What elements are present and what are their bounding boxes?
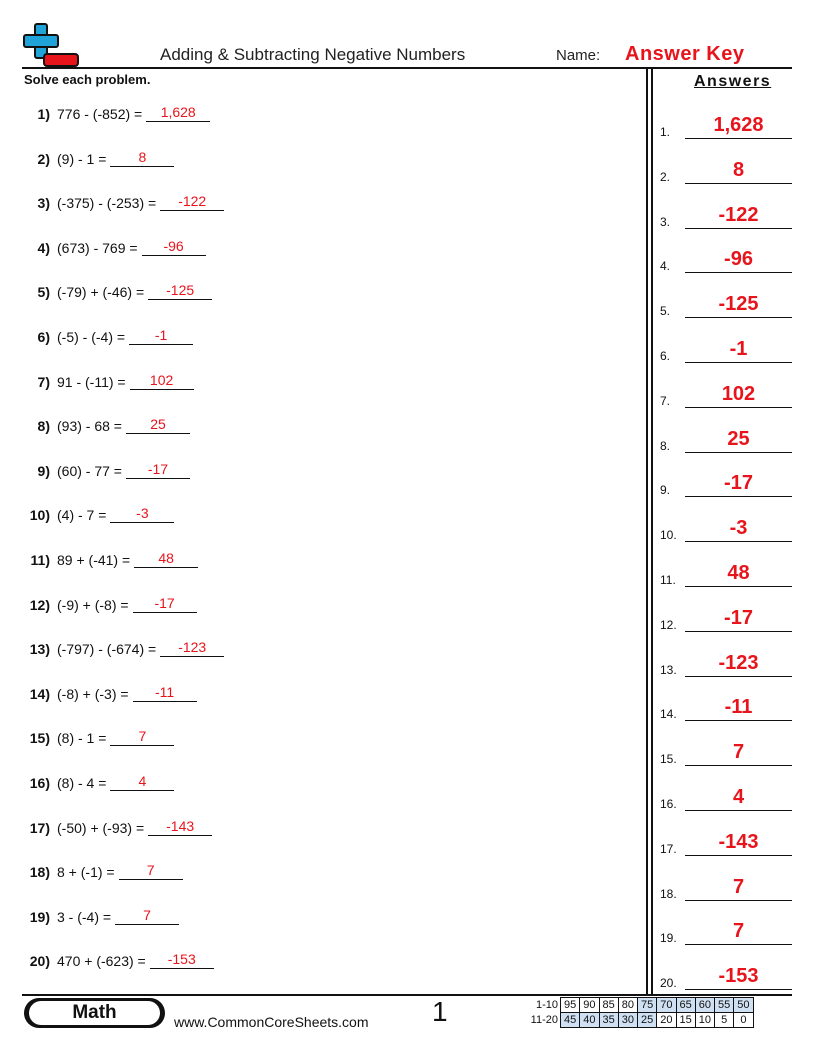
answer-value: 48 bbox=[727, 562, 750, 584]
problem-answer: -96 bbox=[142, 238, 206, 256]
answer-number: 3. bbox=[660, 214, 671, 229]
problem-expression: (60) - 77 = bbox=[57, 462, 122, 479]
answer-key-row bbox=[660, 832, 792, 856]
problem-expression: (-375) - (-253) = bbox=[57, 195, 157, 212]
score-cell: 10 bbox=[695, 1013, 714, 1028]
answer-number: 13. bbox=[660, 662, 677, 677]
answer-key-row bbox=[660, 966, 792, 990]
problem-answer: -3 bbox=[110, 505, 174, 523]
problem-answer: -125 bbox=[148, 282, 212, 300]
answer-line bbox=[685, 540, 792, 542]
problem-number: 19) bbox=[29, 908, 50, 925]
problem-row bbox=[22, 323, 193, 345]
problem-answer: -143 bbox=[148, 818, 212, 836]
problem-answer: 4 bbox=[110, 773, 174, 791]
answer-key-row bbox=[660, 742, 792, 766]
answer-line bbox=[685, 137, 792, 139]
problem-expression: (93) - 68 = bbox=[57, 418, 122, 435]
answer-value: 1,628 bbox=[713, 114, 764, 136]
score-row bbox=[528, 1013, 753, 1028]
score-range-label: 1-10 bbox=[535, 999, 558, 1011]
answer-value: -125 bbox=[718, 293, 759, 316]
footer-divider bbox=[22, 994, 792, 996]
page-number: 1 bbox=[432, 996, 448, 1027]
problem-expression: (-9) + (-8) = bbox=[57, 596, 129, 613]
answer-number: 4. bbox=[660, 259, 671, 274]
problem-number: 1) bbox=[37, 106, 50, 122]
score-cell: 65 bbox=[676, 998, 695, 1013]
answer-key-row bbox=[660, 115, 792, 139]
header-divider bbox=[22, 67, 792, 69]
answer-line bbox=[685, 361, 792, 363]
problem-row bbox=[22, 947, 214, 969]
problem-number: 10) bbox=[29, 507, 50, 524]
score-cell: 35 bbox=[599, 1013, 618, 1028]
problem-expression: (8) - 4 = bbox=[57, 775, 107, 791]
answer-key-row bbox=[660, 473, 792, 497]
answer-key-row bbox=[660, 294, 792, 318]
problem-answer: 8 bbox=[110, 149, 174, 167]
problem-number: 9) bbox=[37, 462, 50, 479]
answer-key-row bbox=[660, 160, 792, 184]
answer-line bbox=[685, 854, 792, 856]
score-cell: 55 bbox=[715, 998, 734, 1013]
name-label: Name: bbox=[556, 47, 601, 64]
problem-number: 17) bbox=[29, 819, 50, 836]
answer-line bbox=[685, 585, 792, 587]
answer-value: -11 bbox=[724, 696, 753, 719]
problem-expression: 8 + (-1) = bbox=[57, 864, 115, 881]
answer-number: 9. bbox=[660, 483, 671, 498]
answer-value: -123 bbox=[718, 651, 759, 674]
problem-answer: 7 bbox=[110, 728, 174, 746]
problem-row bbox=[22, 591, 197, 613]
worksheet-title: Adding & Subtracting Negative Numbers bbox=[160, 45, 466, 64]
problem-row bbox=[22, 680, 197, 702]
answer-key-row bbox=[660, 697, 792, 721]
answer-number: 14. bbox=[660, 707, 677, 722]
problem-answer: -17 bbox=[133, 595, 197, 613]
problem-expression: (4) - 7 = bbox=[57, 507, 107, 524]
problem-expression: (-8) + (-3) = bbox=[57, 685, 129, 702]
answer-value: -96 bbox=[724, 248, 753, 271]
answer-value: 4 bbox=[732, 786, 745, 808]
answer-line bbox=[685, 451, 792, 453]
score-cell: 85 bbox=[599, 998, 618, 1013]
answer-number: 16. bbox=[660, 797, 677, 811]
problem-answer: 7 bbox=[115, 907, 179, 925]
problem-answer: -17 bbox=[126, 461, 190, 479]
problem-row bbox=[22, 501, 174, 523]
answer-number: 17. bbox=[660, 841, 677, 856]
answer-key-row bbox=[660, 518, 792, 542]
problem-row bbox=[22, 234, 206, 256]
answer-line bbox=[685, 943, 792, 945]
score-row bbox=[528, 998, 753, 1013]
answer-number: 19. bbox=[660, 931, 677, 946]
answer-key-row bbox=[660, 339, 792, 363]
problem-number: 15) bbox=[29, 730, 50, 747]
answer-line bbox=[685, 719, 792, 721]
answer-value: -122 bbox=[718, 203, 759, 226]
answer-line bbox=[685, 406, 792, 408]
problem-row bbox=[22, 189, 224, 211]
answer-value: 7 bbox=[732, 741, 745, 764]
problem-row bbox=[22, 814, 212, 836]
answer-value: 7 bbox=[732, 920, 745, 943]
score-table bbox=[528, 997, 754, 1028]
score-range-label: 11-20 bbox=[530, 1014, 558, 1026]
problem-expression: (673) - 769 = bbox=[57, 239, 138, 256]
answer-value: -3 bbox=[729, 517, 748, 540]
problem-row bbox=[22, 278, 212, 300]
answer-number: 7. bbox=[660, 393, 671, 408]
score-cell: 5 bbox=[715, 1013, 734, 1028]
score-cell: 50 bbox=[734, 998, 753, 1013]
score-cell: 25 bbox=[638, 1013, 657, 1028]
problem-number: 20) bbox=[29, 953, 50, 970]
problem-number: 5) bbox=[37, 284, 50, 301]
answer-key-row bbox=[660, 429, 792, 453]
answer-value: 102 bbox=[721, 382, 756, 405]
score-cell: 0 bbox=[734, 1013, 753, 1028]
problem-expression: (8) - 1 = bbox=[57, 730, 107, 747]
answer-number: 2. bbox=[660, 169, 671, 184]
answer-key-row bbox=[660, 563, 792, 587]
answer-value: -1 bbox=[729, 338, 748, 360]
problem-row bbox=[22, 546, 198, 568]
problem-expression: 89 + (-41) = bbox=[57, 552, 131, 568]
answer-number: 12. bbox=[660, 617, 677, 632]
problem-row bbox=[22, 145, 174, 167]
problem-number: 3) bbox=[37, 195, 50, 212]
answer-number: 10. bbox=[660, 528, 677, 543]
problem-answer: -122 bbox=[160, 193, 224, 211]
answer-line bbox=[685, 988, 792, 990]
problem-answer: 48 bbox=[134, 550, 198, 568]
answer-key-row bbox=[660, 921, 792, 945]
answer-line bbox=[685, 271, 792, 273]
problem-number: 14) bbox=[29, 685, 50, 702]
answer-key-row bbox=[660, 205, 792, 229]
problem-number: 13) bbox=[29, 641, 50, 658]
website-text: www.CommonCoreSheets.com bbox=[174, 1014, 369, 1030]
answer-number: 15. bbox=[660, 752, 677, 767]
answer-number: 11. bbox=[660, 573, 676, 587]
score-cell: 60 bbox=[695, 998, 714, 1013]
problem-number: 6) bbox=[37, 329, 50, 345]
problem-answer: 102 bbox=[130, 372, 194, 390]
column-divider-right bbox=[651, 68, 653, 994]
problem-expression: (-797) - (-674) = bbox=[57, 641, 157, 658]
problem-answer: 1,628 bbox=[146, 104, 210, 122]
problem-expression: (-50) + (-93) = bbox=[57, 819, 145, 836]
problem-number: 16) bbox=[29, 775, 50, 791]
answer-value: -17 bbox=[724, 472, 753, 495]
score-cell: 45 bbox=[561, 1013, 580, 1028]
problem-row bbox=[22, 100, 210, 122]
problem-answer: -153 bbox=[150, 951, 214, 969]
score-cell: 15 bbox=[676, 1013, 695, 1028]
answer-line bbox=[685, 182, 792, 184]
score-cell: 75 bbox=[638, 998, 657, 1013]
problem-expression: (-5) - (-4) = bbox=[57, 329, 126, 345]
problem-answer: -11 bbox=[133, 684, 197, 702]
score-cell: 95 bbox=[561, 998, 580, 1013]
problem-expression: 776 - (-852) = bbox=[57, 106, 143, 122]
problem-answer: 7 bbox=[119, 862, 183, 880]
problem-number: 12) bbox=[29, 596, 50, 613]
problem-row bbox=[22, 769, 174, 791]
answer-line bbox=[685, 630, 792, 632]
problem-number: 18) bbox=[29, 864, 50, 881]
answer-line bbox=[685, 227, 792, 229]
problem-expression: 3 - (-4) = bbox=[57, 908, 112, 925]
problem-number: 7) bbox=[37, 373, 50, 390]
score-cell: 70 bbox=[657, 998, 676, 1013]
answer-number: 18. bbox=[660, 886, 677, 901]
plus-minus-logo-icon bbox=[22, 22, 80, 70]
score-cell: 40 bbox=[580, 1013, 599, 1028]
problem-expression: (-79) + (-46) = bbox=[57, 284, 145, 301]
instructions: Solve each problem. bbox=[24, 72, 151, 87]
answer-number: 5. bbox=[660, 304, 671, 319]
score-cell: 30 bbox=[618, 1013, 637, 1028]
problem-row bbox=[22, 903, 179, 925]
answer-line bbox=[685, 899, 792, 901]
answer-number: 20. bbox=[660, 976, 677, 991]
answer-key-row bbox=[660, 787, 792, 811]
answer-key-label: Answer Key bbox=[625, 43, 745, 65]
answer-line bbox=[685, 675, 792, 677]
problem-row bbox=[22, 858, 183, 880]
answers-heading: Answers bbox=[694, 73, 772, 90]
problem-expression: 91 - (-11) = bbox=[57, 373, 126, 390]
problem-number: 11) bbox=[30, 552, 50, 568]
problem-row bbox=[22, 724, 174, 746]
answer-value: 7 bbox=[732, 875, 745, 898]
problem-row bbox=[22, 457, 190, 479]
subject-label: Math bbox=[29, 1001, 160, 1025]
answer-line bbox=[685, 495, 792, 497]
answer-number: 8. bbox=[660, 438, 671, 453]
problem-expression: (9) - 1 = bbox=[57, 150, 107, 167]
answer-key-row bbox=[660, 249, 792, 273]
answer-key-row bbox=[660, 653, 792, 677]
problem-row bbox=[22, 412, 190, 434]
problem-number: 8) bbox=[37, 418, 50, 435]
problem-number: 4) bbox=[37, 239, 50, 256]
problem-answer: -123 bbox=[160, 639, 224, 657]
answer-line bbox=[685, 316, 792, 318]
answer-number: 1. bbox=[660, 125, 671, 139]
answer-value: -153 bbox=[718, 965, 759, 988]
score-cell: 20 bbox=[657, 1013, 676, 1028]
column-divider-left bbox=[646, 68, 648, 994]
answer-line bbox=[685, 764, 792, 766]
answer-number: 6. bbox=[660, 349, 671, 363]
subject-badge bbox=[24, 998, 165, 1028]
answer-value: -143 bbox=[718, 830, 759, 853]
answer-value: 8 bbox=[732, 158, 745, 181]
problem-expression: 470 + (-623) = bbox=[57, 953, 146, 970]
answer-value: 25 bbox=[727, 427, 750, 450]
score-cell: 80 bbox=[618, 998, 637, 1013]
problem-row bbox=[22, 635, 224, 657]
answer-key-row bbox=[660, 877, 792, 901]
answer-line bbox=[685, 809, 792, 811]
problem-row bbox=[22, 368, 194, 390]
answer-value: -17 bbox=[724, 606, 753, 629]
problem-answer: -1 bbox=[129, 327, 193, 345]
answer-key-row bbox=[660, 608, 792, 632]
score-cell: 90 bbox=[580, 998, 599, 1013]
answer-key-row bbox=[660, 384, 792, 408]
problem-answer: 25 bbox=[126, 416, 190, 434]
problem-number: 2) bbox=[37, 150, 50, 167]
